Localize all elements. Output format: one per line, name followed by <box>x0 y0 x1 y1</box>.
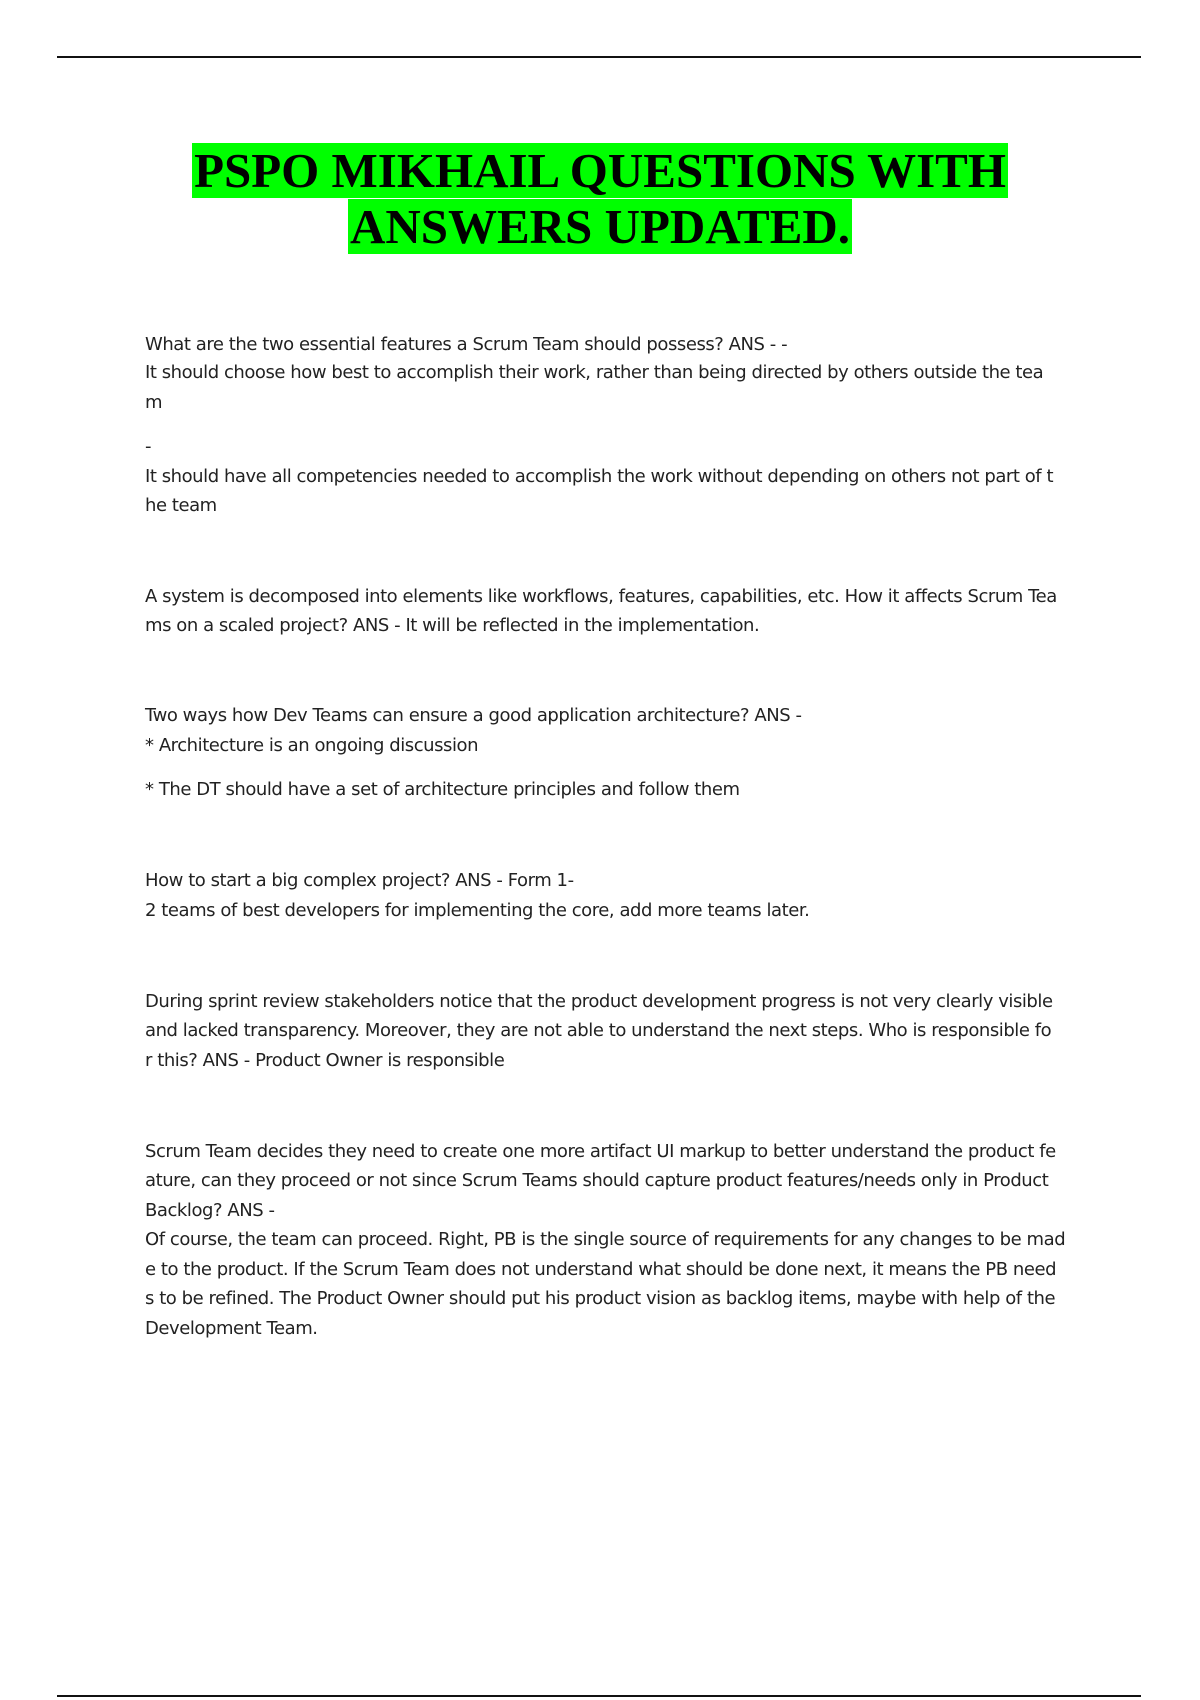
text-line: A system is decomposed into elements like workflows, features, capabilities, etc. How it affects Scrum Tea <box>145 586 1057 607</box>
text-line: Development Team. <box>145 1318 318 1339</box>
text-line: e to the product. If the Scrum Team does not understand what should be done next, it means the PB need <box>145 1259 1057 1280</box>
text-line: m <box>145 392 163 413</box>
text-line: r this? ANS - Product Owner is responsible <box>145 1050 505 1071</box>
top-rule <box>57 56 1141 58</box>
title-line-1: PSPO MIKHAIL QUESTIONS WITH <box>194 143 1006 198</box>
text-line: It should choose how best to accomplish their work, rather than being directed by others outside the tea <box>145 362 1044 383</box>
bottom-rule <box>57 1695 1141 1697</box>
text-line: ms on a scaled project? ANS - It will be reflected in the implementation. <box>145 615 760 636</box>
text-line: What are the two essential features a Scrum Team should possess? ANS - - <box>145 334 788 355</box>
text-line: How to start a big complex project? ANS - Form 1- <box>145 870 574 891</box>
text-line: Of course, the team can proceed. Right, PB is the single source of requirements for any changes to be mad <box>145 1229 1066 1250</box>
text-line: * Architecture is an ongoing discussion <box>145 735 479 756</box>
text-line: s to be refined. The Product Owner should put his product vision as backlog items, maybe with help of the <box>145 1288 1056 1309</box>
title-line-2: ANSWERS UPDATED. <box>349 199 851 254</box>
page-title <box>0 143 1200 255</box>
text-line: Backlog? ANS - <box>145 1200 275 1221</box>
text-line: ature, can they proceed or not since Scrum Teams should capture product features/needs only in Product <box>145 1170 1049 1191</box>
text-line: Scrum Team decides they need to create one more artifact UI markup to better understand the product fe <box>145 1141 1056 1162</box>
text-line: During sprint review stakeholders notice that the product development progress is not very clearly visible <box>145 991 1053 1012</box>
text-line: 2 teams of best developers for implementing the core, add more teams later. <box>145 900 810 921</box>
text-line: - <box>145 436 152 457</box>
text-line: * The DT should have a set of architecture principles and follow them <box>145 779 740 800</box>
text-line: It should have all competencies needed to accomplish the work without depending on others not part of t <box>145 466 1054 487</box>
text-line: and lacked transparency. Moreover, they are not able to understand the next steps. Who is responsible fo <box>145 1020 1052 1041</box>
text-line: he team <box>145 495 217 516</box>
text-line: Two ways how Dev Teams can ensure a good application architecture? ANS - <box>145 705 802 726</box>
